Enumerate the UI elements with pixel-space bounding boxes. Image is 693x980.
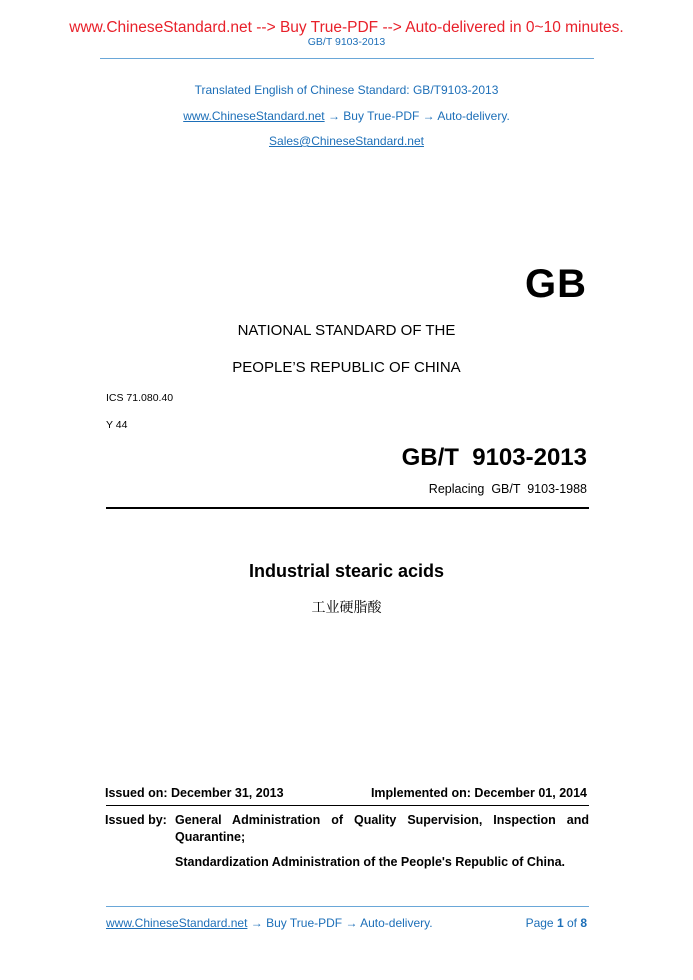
header-standard-code: GB/T 9103-2013 [307, 36, 386, 48]
page-label: Page [525, 916, 557, 930]
footer-site-line [106, 916, 433, 930]
english-title: Industrial stearic acids [248, 561, 445, 581]
ics-code: ICS 71.080.40 [106, 392, 174, 404]
national-standard-line2: PEOPLE’S REPUBLIC OF CHINA [232, 359, 461, 376]
standard-code: GB/T 9103-2013 [401, 444, 587, 471]
sales-line [0, 134, 693, 148]
replacing-note: Replacing GB/T 9103-1988 [428, 482, 587, 496]
implemented-on-date: Implemented on: December 01, 2014 [370, 786, 587, 800]
issued-on-date: Issued on: December 31, 2013 [105, 786, 284, 800]
issuer-2: Standardization Administration of the People's Republic of China. [175, 855, 566, 869]
issued-by-label: Issued by: [105, 813, 167, 827]
translation-note: Translated English of Chinese Standard: GB/T9103-2013 [194, 83, 499, 97]
page-indicator [526, 916, 587, 930]
dates-divider [106, 805, 589, 806]
header-divider [100, 58, 594, 59]
footer-divider [106, 906, 589, 907]
footer-site-link[interactable]: www.ChineseStandard.net [106, 916, 248, 930]
chinese-title: 工业硬脂酸 [311, 600, 382, 616]
footer-site-rest: → Buy True-PDF → Auto-delivery. [247, 916, 433, 930]
national-standard-line1: NATIONAL STANDARD OF THE [237, 322, 456, 339]
page-total: 8 [580, 916, 587, 930]
cover-divider [106, 507, 589, 509]
ccs-code: Y 44 [106, 419, 128, 431]
page-current: 1 [556, 916, 564, 930]
sales-email-link[interactable]: Sales@ChineseStandard.net [269, 134, 424, 148]
site-line [0, 109, 693, 123]
site-link[interactable]: www.ChineseStandard.net [183, 109, 325, 123]
gb-mark: GB [525, 262, 587, 306]
site-line-rest: → Buy True-PDF → Auto-delivery. [324, 109, 510, 123]
issuer-1: General Administration of Quality Supervision, Inspection and Quarantine; [175, 813, 589, 844]
page-of: of [563, 916, 581, 930]
promo-banner: www.ChineseStandard.net --> Buy True-PDF --> Auto-delivered in 0~10 minutes. [69, 19, 624, 36]
